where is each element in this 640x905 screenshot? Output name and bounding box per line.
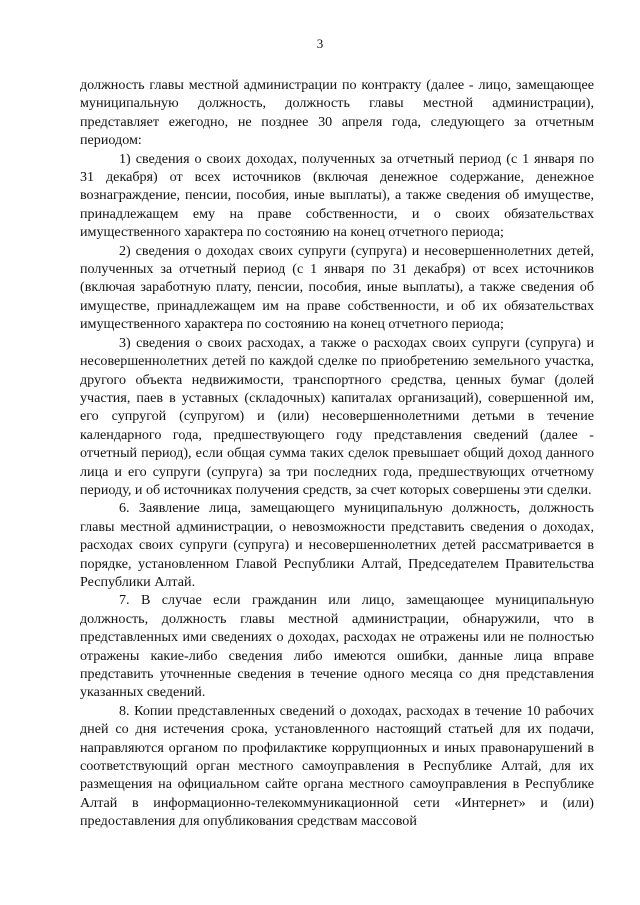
paragraph-item-3: 3) сведения о своих расходах, а также о расходах своих супруги (супруга) и несовершеннолетних детей по каждой сделке по приобретению земельного участка, другого объекта недвижимости, транспортного средства, ценных бумаг (долей участия, паев в уставных (складочных) капиталах организаций), совершенной им, его супругой (супругом) и (или) несовершеннолетними детьми в течение календарного года, предшествующего году представления сведений (далее - отчетный период), если общая сумма таких сделок превышает общий доход данного лица и его супруги (супруга) за три последних года, предшествующих отчетному периоду, и об источниках получения средств, за счет которых совершены эти сделки. (80, 334, 594, 498)
paragraph-item-1: 1) сведения о своих доходах, полученных за отчетный период (с 1 января по 31 декабря) от всех источников (включая денежное содержание, денежное вознаграждение, пенсии, пособия, иные выплаты), а также сведения об имуществе, принадлежащем ему на праве собственности, и о своих обязательствах имущественного характера по состоянию на конец отчетного периода; (80, 150, 594, 241)
paragraph-section-7: 7. В случае если гражданин или лицо, замещающее муниципальную должность, должность главы местной администрации, обнаружили, что в представленных ими сведениях о доходах, расходах не отражены или не полностью отражены какие-либо сведения либо имеются ошибки, данные лица вправе представить уточненные сведения в течение одного месяца со дня представления указанных сведений. (80, 592, 594, 701)
paragraph-section-6: 6. Заявление лица, замещающего муниципальную должность, должность главы местной администрации, о невозможности представить сведения о доходах, расходах своих супруги (супруга) и несовершеннолетних детей рассматривается в порядке, установленном Главой Республики Алтай, Председателем Правительства Республики Алтай. (80, 500, 594, 590)
paragraph-continuation: должность главы местной администрации по контракту (далее - лицо, замещающее муниципальную должность, должность главы местной администрации), представляет ежегодно, не позднее 30 апреля года, следующего за отчетным периодом: (80, 77, 594, 149)
paragraph-item-2: 2) сведения о доходах своих супруги (супруга) и несовершеннолетних детей, полученных за отчетный период (с 1 января по 31 декабря) от всех источников (включая заработную плату, пенсии, пособия, иные выплаты), а также сведения об имуществе, принадлежащем им на праве собственности, и об их обязательствах имущественного характера по состоянию на конец отчетного периода; (80, 242, 594, 333)
page-number: 3 (316, 36, 324, 51)
document-body (80, 76, 594, 831)
paragraph-section-8: 8. Копии представленных сведений о доходах, расходах в течение 10 рабочих дней со дня истечения срока, установленного настоящий статьей для их подачи, направляются органом по профилактике коррупционных и иных правонарушений в соответствующий орган местного самоуправления в Республике Алтай, для их размещения на официальном сайте органа местного самоуправления в Республике Алтай в информационно-телекоммуникационной сети «Интернет» и (или) предоставления для опубликования средствам массовой (80, 702, 594, 830)
